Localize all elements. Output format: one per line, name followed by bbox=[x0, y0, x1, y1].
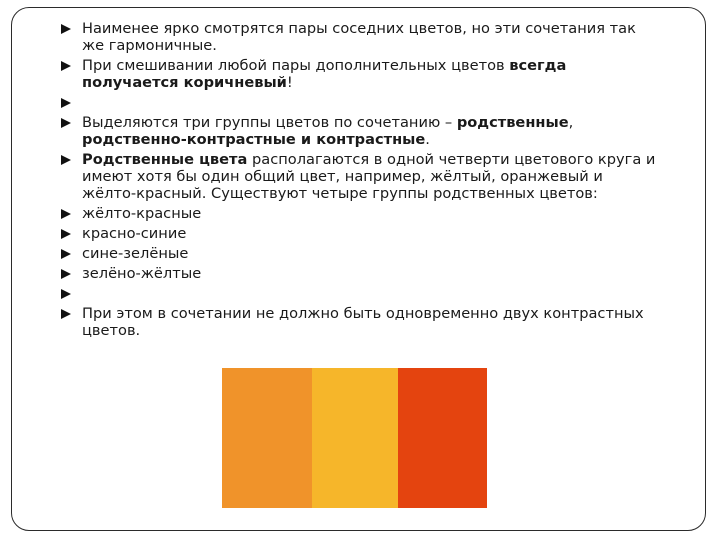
list-item-text bbox=[82, 114, 573, 148]
bullet-icon bbox=[61, 229, 71, 239]
text-run: При смешивании любой пары дополнительных цветов bbox=[82, 57, 510, 74]
bullet-icon bbox=[61, 289, 71, 299]
bold-text: Родственные цвета bbox=[82, 151, 248, 168]
swatch-orange bbox=[222, 368, 312, 508]
list-item bbox=[60, 205, 660, 222]
text-run: . bbox=[425, 131, 430, 148]
list-item-text bbox=[82, 57, 566, 91]
bullet-icon bbox=[61, 269, 71, 279]
list-item-text bbox=[82, 305, 644, 339]
text-run: ! bbox=[286, 74, 293, 91]
text-run: , bbox=[568, 114, 574, 131]
bullet-icon bbox=[61, 309, 71, 319]
list-item bbox=[60, 245, 660, 262]
list-item-text bbox=[82, 225, 186, 242]
list-item-text bbox=[82, 245, 188, 262]
text-run: зелёно-жёлтые bbox=[82, 265, 202, 282]
list-item bbox=[60, 94, 660, 111]
bullet-icon bbox=[61, 118, 71, 128]
text-run: жёлто-красные bbox=[82, 205, 202, 222]
list-item-text bbox=[82, 265, 201, 282]
text-run: Выделяются три группы цветов по сочетанию – bbox=[82, 114, 457, 131]
bullet-icon bbox=[61, 98, 71, 108]
text-run: красно-синие bbox=[82, 225, 187, 242]
bullet-icon bbox=[61, 249, 71, 259]
list-item bbox=[60, 285, 660, 302]
swatch-yellow-orange bbox=[312, 368, 398, 508]
bold-text: всегда получается коричневый bbox=[82, 57, 567, 91]
list-item bbox=[60, 20, 660, 54]
list-item bbox=[60, 114, 660, 148]
list-item bbox=[60, 57, 660, 91]
text-run: сине-зелёные bbox=[82, 245, 189, 262]
text-run: При этом в сочетании не должно быть одновременно двух контрастных цветов. bbox=[82, 305, 644, 339]
text-run: располагаются в одной четверти цветового круга и имеют хотя бы один общий цвет, например, жёлтый, оранжевый и жёлто-красный. Существуют четыре группы родственных цветов: bbox=[82, 151, 656, 202]
list-item bbox=[60, 305, 660, 339]
swatch-red-orange bbox=[398, 368, 487, 508]
bullet-icon bbox=[61, 24, 71, 34]
text-run: Наименее ярко смотрятся пары соседних цветов, но эти сочетания так же гармоничные. bbox=[82, 20, 636, 54]
bold-text: родственные bbox=[456, 114, 569, 131]
list-item-text bbox=[82, 151, 655, 202]
bullet-icon bbox=[61, 209, 71, 219]
color-swatches bbox=[222, 368, 487, 508]
list-item bbox=[60, 265, 660, 282]
list-item bbox=[60, 225, 660, 242]
bullet-icon bbox=[61, 61, 71, 71]
bold-text: родственно-контрастные и контрастные bbox=[82, 131, 426, 148]
list-item-text bbox=[82, 205, 201, 222]
bullet-icon bbox=[61, 155, 71, 165]
list-item bbox=[60, 151, 660, 202]
bullet-list bbox=[60, 20, 660, 342]
list-item-text bbox=[82, 20, 636, 54]
